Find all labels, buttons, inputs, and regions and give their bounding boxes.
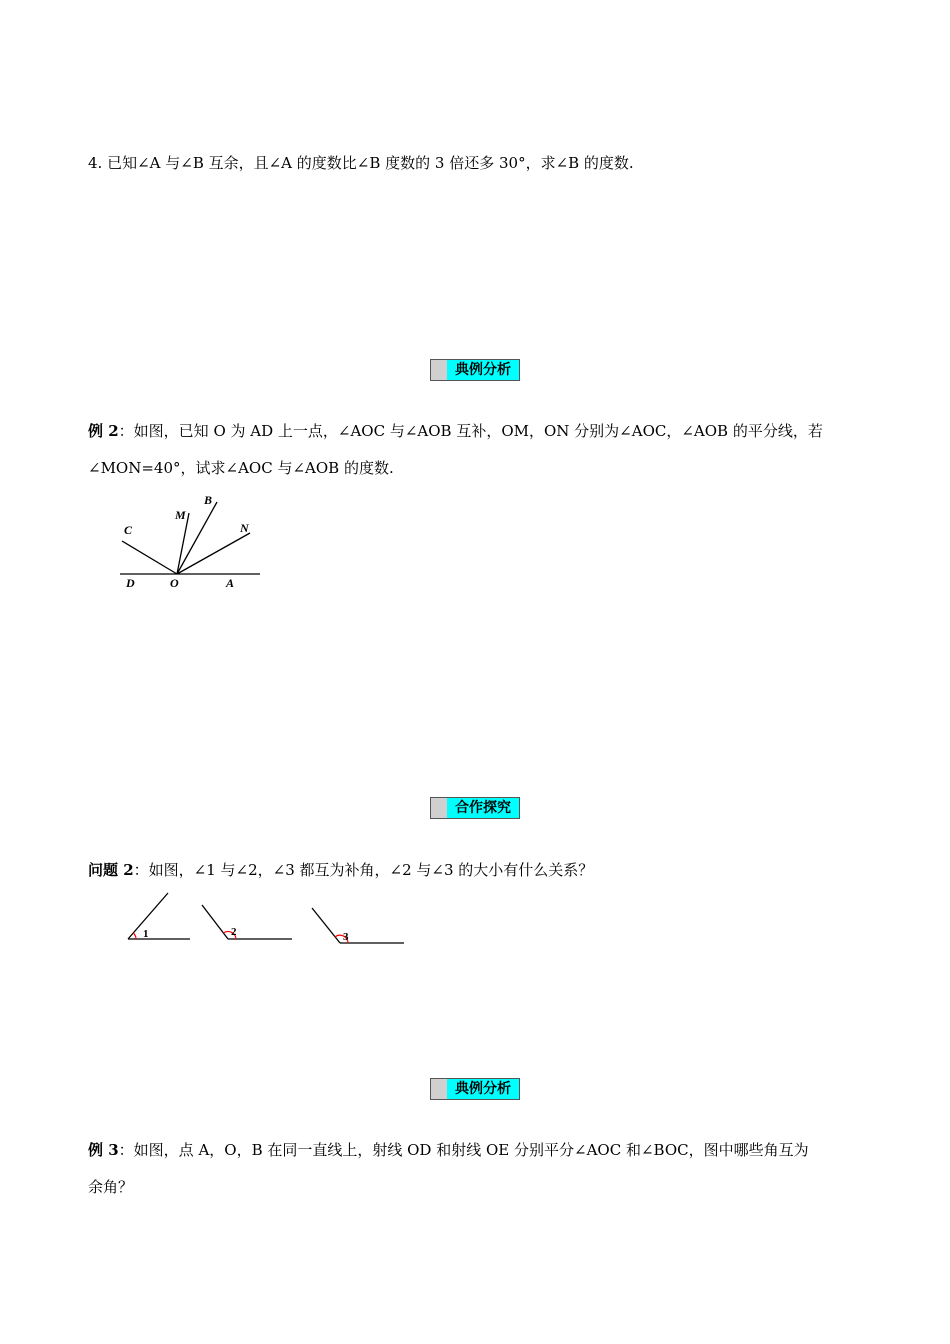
angle-label-2: 2 xyxy=(231,926,237,938)
angle-figure-mon xyxy=(110,488,270,598)
example-2-line-1: 例 2：如图，已知 O 为 AD 上一点，∠AOC 与∠AOB 互补，OM，ON 分别为∠AOC，∠AOB 的平分线，若 xyxy=(88,422,823,440)
section-marker xyxy=(430,1078,448,1100)
label-b: B xyxy=(204,493,213,507)
problem-2: 问题 2：如图，∠1 与∠2，∠3 都互为补角，∠2 与∠3 的大小有什么关系？ xyxy=(88,861,594,879)
angle-2-figure xyxy=(202,905,292,939)
label-n: N xyxy=(240,521,249,535)
angle-1-figure xyxy=(128,893,190,940)
angle-figure-supplementary xyxy=(120,890,420,950)
section-marker xyxy=(430,797,448,819)
angle-3-figure xyxy=(312,908,404,943)
section-title: 典例分析 xyxy=(447,1078,520,1100)
label-c: C xyxy=(124,523,133,537)
section-marker xyxy=(430,359,448,381)
label-d: D xyxy=(126,576,135,590)
question-4: 4. 已知∠A 与∠B 互余，且∠A 的度数比∠B 度数的 3 倍还多 30°，求∠B 的度数. xyxy=(88,154,634,172)
section-header-examples-2 xyxy=(430,1078,520,1100)
problem-2-label: 问题 2 xyxy=(88,861,134,879)
example-2-line-2: ∠MON=40°，试求∠AOC 与∠AOB 的度数. xyxy=(88,459,394,477)
label-m: M xyxy=(175,508,186,522)
label-o: O xyxy=(170,576,179,590)
section-header-cooperation xyxy=(430,797,520,819)
section-header-examples-1 xyxy=(430,359,520,381)
section-title: 典例分析 xyxy=(447,359,520,381)
example-3-line-2: 余角？ xyxy=(88,1178,134,1196)
example-3-line-1: 例 3：如图，点 A，O，B 在同一直线上，射线 OD 和射线 OE 分别平分∠AOC 和∠BOC，图中哪些角互为 xyxy=(88,1141,809,1159)
section-title: 合作探究 xyxy=(447,797,520,819)
example-3-label: 例 3 xyxy=(88,1141,119,1159)
example-2-label: 例 2 xyxy=(88,422,119,440)
label-a: A xyxy=(226,576,235,590)
angle-label-3: 3 xyxy=(343,931,349,943)
angle-label-1: 1 xyxy=(143,928,149,940)
